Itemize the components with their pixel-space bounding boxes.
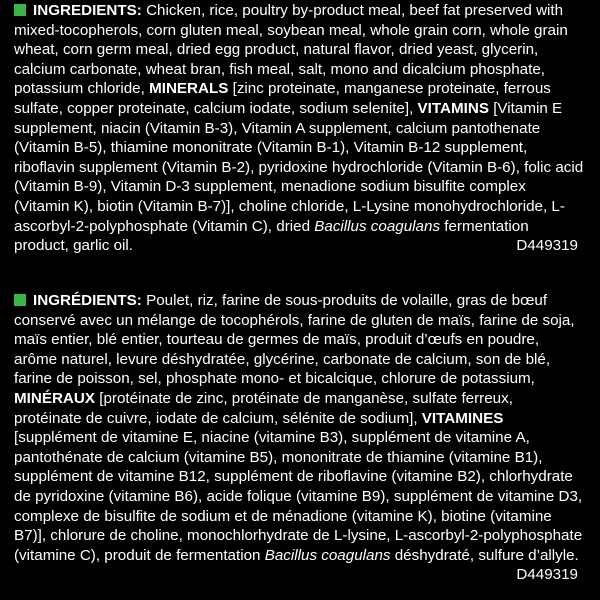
english-lot-code: D449319 — [516, 237, 578, 255]
green-square-bullet-icon — [14, 294, 26, 306]
french-ingredients-text-1: Poulet, riz, farine de sous-produits de volaille, gras de bœuf conservé avec un mélange de tocophérols, farine de gluten de maïs, farine de soja, maïs entier, blé entier, tourteau de germes de maïs, produit d’œufs en poudre, arôme naturel, levure déshydratée, glycérine, carbonate de calcium, son de blé, farine de poisson, sel, phosphate mono- et bicalcique, chlorure de potassium, — [14, 292, 575, 388]
french-ingredients-text-2: [protéinate de zinc, protéinate de manganèse, sulfate ferreux, protéinate de cuivre, iodate de calcium, sélénite de sodium], — [14, 389, 513, 427]
french-minerals-label: MINÉRAUX — [14, 389, 96, 407]
english-ingredients-paragraph — [14, 1, 584, 256]
english-ingredients-text-1: Chicken, rice, poultry by-product meal, beef fat preserved with mixed-tocopherols, corn gluten meal, soybean meal, whole grain corn, whole grain wheat, corn germ meal, dried egg product, natural flavor, dried yeast, glycerin, calcium carbonate, wheat bran, fish meal, salt, mono and dicalcium phosphate, potassium chloride, — [14, 2, 568, 98]
french-lot-code: D449319 — [516, 566, 578, 584]
english-ingredients-text-3: [Vitamin E supplement, niacin (Vitamin B-3), Vitamin A supplement, calcium pantothenate (Vitamin B-5), thiamine mononitrate (Vitamin B-1), Vitamin B-12 supplement, riboflavin supplement (Vitamin B-2), pyridoxine hydrochloride (Vitamin B-6), folic acid (Vitamin B-9), Vitamin D-3 supplement, menadione sodium bisulfite complex (Vitamin K), biotin (Vitamin B-7)], choline chloride, L-Lysine monohydrochloride, L-ascorbyl-2-polyphosphate (Vitamin C), dried — [14, 99, 584, 235]
french-ingredients-heading: INGRÉDIENTS: — [33, 292, 142, 309]
green-square-bullet-icon — [14, 4, 26, 16]
english-ingredients-heading: INGREDIENTS: — [33, 2, 142, 19]
english-ingredients-text-2: [zinc proteinate, manganese proteinate, ferrous sulfate, copper proteinate, calcium iodate, sodium selenite], — [14, 80, 551, 117]
english-ingredients-panel — [0, 1, 600, 256]
french-ingredients-text-3: [supplément de vitamine E, niacine (vitamine B3), supplément de vitamine A, pantothénate de calcium (vitamine B5), mononitrate de thiamine (vitamine B1), supplément de vitamine B12, supplément de riboflavine (vitamine B2), chlorhydrate de pyridoxine (vitamine B6), acide folique (vitamine B9), supplément de vitamine D3, complexe de bisulfite de sodium et de ménadione (vitamine K), biotine (vitamine B7)], chlorure de choline, monochlorhydrate de L-lysine, L-ascorbyl-2-polyphosphate (vitamine C), produit de fermentation — [14, 429, 583, 564]
english-minerals-label: MINERALS — [149, 80, 229, 98]
french-ingredients-paragraph — [14, 291, 584, 584]
english-vitamins-label: VITAMINS — [417, 99, 489, 117]
english-italic-term: Bacillus coagulans — [314, 217, 441, 235]
french-ingredients-panel — [0, 291, 600, 585]
french-italic-term: Bacillus coagulans — [264, 546, 391, 564]
english-ingredients-text-4: fermentation product, garlic oil. — [14, 217, 529, 255]
french-ingredients-text-4: déshydraté, sulfure d’allyle. — [390, 546, 579, 564]
french-vitamins-label: VITAMINES — [421, 409, 504, 427]
